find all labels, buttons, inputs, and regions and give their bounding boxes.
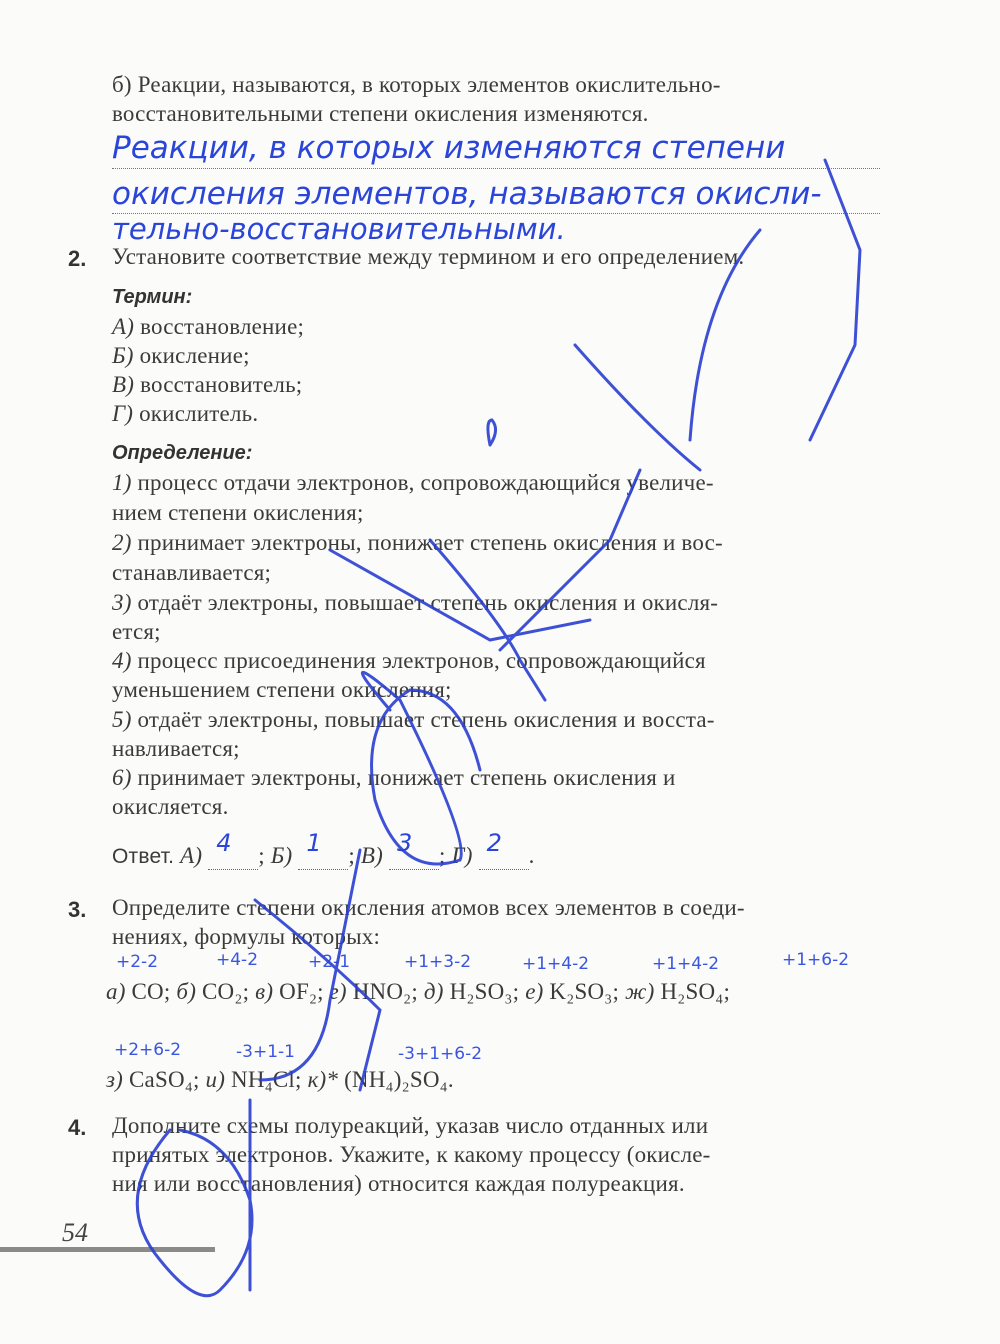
definition-4-line2: уменьшением степени окисления; xyxy=(112,677,452,702)
definition-2-line1: 2) принимает электроны, понижает степень окисления и вос- xyxy=(112,530,723,555)
definition-5-line1: 5) отдаёт электроны, повышает степень окисления и восста- xyxy=(112,707,715,732)
definition-3-line1: 3) отдаёт электроны, повышает степень окисления и окисля- xyxy=(112,590,719,615)
definition-4-line1: 4) процесс присоединения электронов, сопровождающийся xyxy=(112,648,706,673)
task4-number: 4. xyxy=(68,1115,87,1140)
definition-6-line1: 6) принимает электроны, понижает степень окисления и xyxy=(112,765,676,790)
definition-3-line2: ется; xyxy=(112,619,161,644)
oxidation-h2so4: +1+6-2 xyxy=(782,950,850,970)
answer-row: Ответ. А) 4 ; Б) 1 ; В) 3 ; Г) 2 . xyxy=(112,829,535,868)
compounds-row2: з) CaSO₄; и) NH₄Cl; к)* (NH₄)₂SO₄. xyxy=(106,1067,454,1092)
terms-header: Термин: xyxy=(112,286,193,308)
definition-6-line2: окисляется. xyxy=(112,794,229,819)
oxidation-h2so3: +1+4-2 xyxy=(522,954,590,974)
handwritten-answer-line1: Реакции, в которых изменяются степени xyxy=(112,130,786,166)
task3-number: 3. xyxy=(68,897,87,922)
task4-line1: Дополните схемы полуреакций, указав число отданных или xyxy=(112,1113,709,1138)
task4-line3: ния или восстановления) относится каждая полуреакция. xyxy=(112,1171,685,1196)
term-g: Г) окислитель. xyxy=(112,401,259,426)
task1b-question-line1: б) Реакции, называются, в которых элементов окислительно- xyxy=(112,72,721,97)
oxidation-nh42so4: -3+1+6-2 xyxy=(398,1044,483,1064)
task4-line2: принятых электронов. Укажите, к какому процессу (окисле- xyxy=(112,1142,711,1167)
definition-5-line2: навливается; xyxy=(112,736,240,761)
answer-a-field[interactable]: 4 xyxy=(208,843,258,870)
handwritten-answer-line2: окисления элементов, называются окисли- xyxy=(112,176,822,212)
oxidation-caso4: +2+6-2 xyxy=(114,1040,182,1060)
definition-1-line2: нием степени окисления; xyxy=(112,500,364,525)
definition-2-line2: станавливается; xyxy=(112,560,272,585)
answer-g-field[interactable]: 2 xyxy=(479,843,529,870)
definitions-header: Определение: xyxy=(112,442,253,464)
answer-v-field[interactable]: 3 xyxy=(389,843,439,870)
definition-1-line1: 1) процесс отдачи электронов, сопровождающийся увеличе- xyxy=(112,470,714,495)
task2-prompt: Установите соответствие между термином и его определением. xyxy=(112,244,745,269)
task2-number: 2. xyxy=(68,246,87,271)
term-b: Б) окисление; xyxy=(112,343,250,368)
oxidation-co2: +4-2 xyxy=(216,950,259,970)
compounds-row1: а) CO; б) CO₂; в) OF₂; г) HNO₂; д) H₂SO₃; е) K₂SO₃; ж) H₂SO₄; xyxy=(106,979,731,1004)
answer-b-field[interactable]: 1 xyxy=(298,843,348,870)
oxidation-co: +2-2 xyxy=(116,952,159,972)
oxidation-hno2: +1+3-2 xyxy=(404,952,472,972)
task3-prompt-line1: Определите степени окисления атомов всех элементов в соеди- xyxy=(112,895,745,920)
oxidation-of2: +2-1 xyxy=(308,952,351,972)
term-v: В) восстановитель; xyxy=(112,372,303,397)
handwritten-answer-line3: тельно-восстановительными. xyxy=(112,212,566,246)
oxidation-k2so3: +1+4-2 xyxy=(652,954,720,974)
task3-prompt-line2: нениях, формулы которых: xyxy=(112,924,381,949)
term-a: А) восстановление; xyxy=(112,314,305,339)
page-number: 54 xyxy=(62,1218,88,1247)
oxidation-nh4cl: -3+1-1 xyxy=(236,1042,295,1062)
task1b-question-line2: восстановительными степени окисления изменяются. xyxy=(112,101,649,126)
